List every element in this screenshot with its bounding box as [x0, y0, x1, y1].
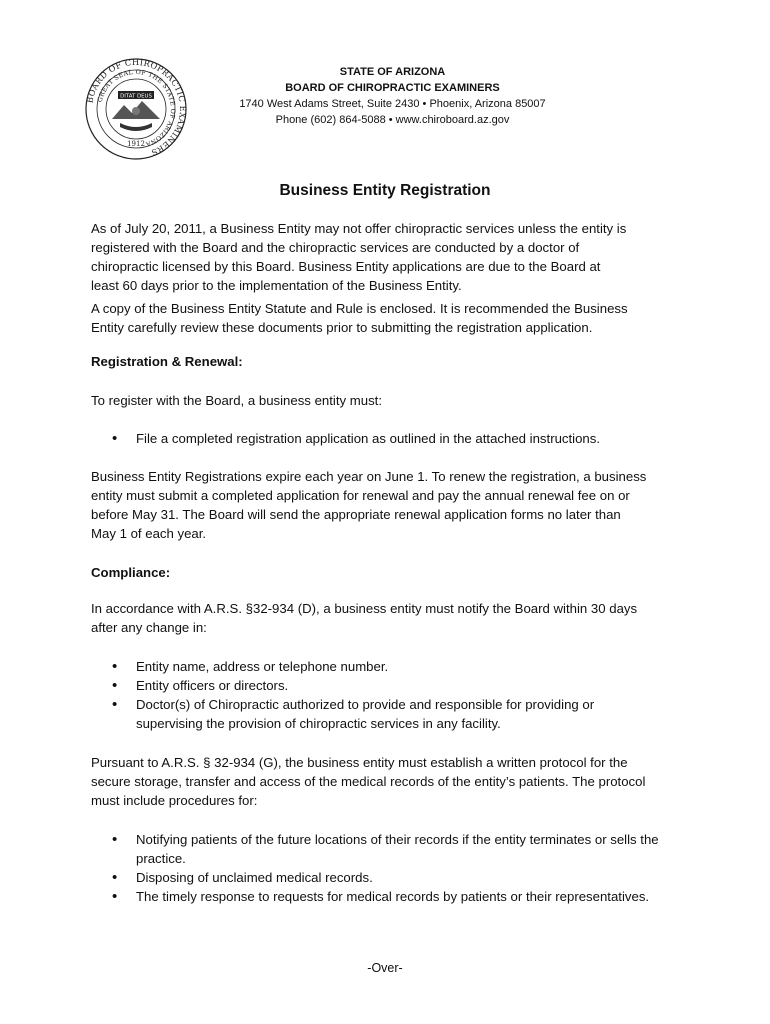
- seal-year: 1912: [127, 140, 145, 148]
- list-item: • File a completed registration application as outlined in the attached instructions.: [112, 429, 702, 448]
- enclosure-paragraph: [91, 299, 691, 337]
- letterhead-address: 1740 West Adams Street, Suite 2430 • Phoenix, Arizona 85007: [239, 98, 546, 110]
- seal-inner-text: GREAT SEAL OF THE STATE OF ARIZONA: [96, 68, 177, 148]
- text-line: chiropractic licensed by this Board. Business Entity applications are due to the Board at: [91, 259, 601, 274]
- register-bullet-list: [112, 429, 702, 448]
- text-line: entity must submit a completed application for renewal and pay the annual renewal fee on or: [91, 488, 630, 503]
- text-line: In accordance with A.R.S. §32-934 (D), a business entity must notify the Board within 30 days: [91, 601, 638, 616]
- letterhead-board: BOARD OF CHIROPRACTIC EXAMINERS: [285, 82, 500, 94]
- list-item: • Entity officers or directors.: [112, 676, 632, 695]
- compliance-lead: [91, 599, 691, 637]
- text-line: before May 31. The Board will send the appropriate renewal application forms no later than: [91, 507, 621, 522]
- text-line: must include procedures for:: [91, 793, 258, 808]
- change-bullet-list: [112, 657, 632, 733]
- text-line: A copy of the Business Entity Statute and Rule is enclosed. It is recommended the Business: [91, 301, 628, 316]
- list-item: • Disposing of unclaimed medical records.: [112, 868, 687, 887]
- text-line: after any change in:: [91, 620, 207, 635]
- text-line: least 60 days prior to the implementation of the Business Entity.: [91, 278, 462, 293]
- document-title: Business Entity Registration: [279, 182, 491, 199]
- text-line: registered with the Board and the chiropractic services are conducted by a doctor of: [91, 240, 580, 255]
- text-line: Business Entity Registrations expire each year on June 1. To renew the registration, a business: [91, 469, 647, 484]
- register-lead: To register with the Board, a business entity must:: [91, 393, 382, 408]
- list-item: • Entity name, address or telephone number.: [112, 657, 632, 676]
- text-line: May 1 of each year.: [91, 526, 207, 541]
- text-line: As of July 20, 2011, a Business Entity may not offer chiropractic services unless the entity is: [91, 221, 627, 236]
- registration-heading: Registration & Renewal:: [91, 354, 243, 369]
- list-item: • Notifying patients of the future locations of their records if the entity terminates or sells the practice.: [112, 830, 687, 868]
- text-line: Pursuant to A.R.S. § 32-934 (G), the business entity must establish a written protocol for the: [91, 755, 628, 770]
- protocol-paragraph: [91, 753, 691, 810]
- text-line: Entity carefully review these documents prior to submitting the registration application.: [91, 320, 593, 335]
- letterhead-state: STATE OF ARIZONA: [339, 66, 446, 78]
- intro-paragraph: [91, 219, 691, 295]
- letterhead: [200, 64, 585, 128]
- arizona-seal-logo: [84, 57, 188, 161]
- letterhead-contact: Phone (602) 864-5088 • www.chiroboard.az.gov: [275, 114, 510, 126]
- seal-motto: DITAT DEUS: [120, 93, 152, 100]
- protocol-bullet-list: [112, 830, 687, 906]
- seal-outer-text: BOARD OF CHIROPRACTIC EXAMINERS: [84, 57, 188, 159]
- list-item: • The timely response to requests for medical records by patients or their representatives.: [112, 887, 687, 906]
- text-line: secure storage, transfer and access of the medical records of the entity’s patients. The protocol: [91, 774, 646, 789]
- page-footer-over: -Over-: [367, 961, 403, 975]
- list-item: • Doctor(s) of Chiropractic authorized to provide and responsible for providing or supervising the provision of chiropractic services in any facility.: [112, 695, 632, 733]
- renewal-paragraph: [91, 467, 691, 543]
- compliance-heading: Compliance:: [91, 565, 171, 580]
